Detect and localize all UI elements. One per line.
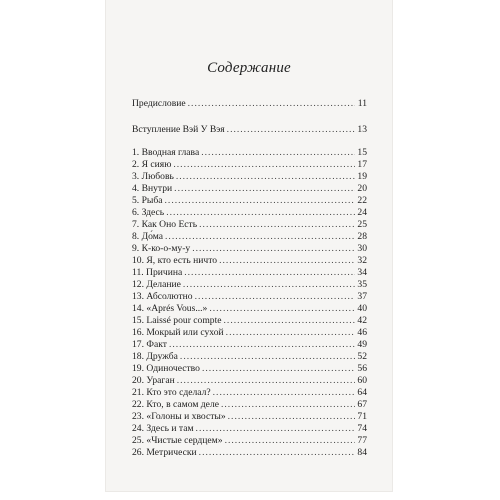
toc-entry — [132, 411, 367, 423]
entry-page: 42 — [357, 315, 367, 326]
toc-entry — [132, 255, 367, 267]
entry-page: 71 — [357, 411, 367, 422]
entry-page: 34 — [357, 267, 367, 278]
entry-page: 30 — [357, 243, 367, 254]
entry-title: 9. К-ко-о-му-у — [132, 243, 191, 254]
dot-leader — [165, 231, 355, 243]
entry-page: 37 — [357, 291, 367, 302]
entry-title: Предисловие — [132, 98, 186, 109]
toc-entry — [132, 363, 367, 375]
dot-leader — [184, 267, 355, 279]
entry-page: 32 — [357, 255, 367, 266]
dot-leader — [225, 435, 355, 447]
entry-title: 12. Делание — [132, 279, 181, 290]
toc-entry — [132, 399, 367, 411]
entry-title: 11. Причина — [132, 267, 183, 278]
entry-title: 25. «Чистые сердцем» — [132, 435, 223, 446]
entry-page: 17 — [357, 159, 367, 170]
toc-entry — [132, 171, 367, 183]
entry-title: 17. Факт — [132, 339, 167, 350]
entry-title: 21. Кто это сделал? — [132, 387, 211, 398]
dot-leader — [202, 363, 355, 375]
entry-page: 64 — [357, 387, 367, 398]
dot-leader — [188, 98, 355, 110]
entry-title: 4. Внутри — [132, 183, 173, 194]
dot-leader — [195, 291, 355, 303]
entry-title: 19. Одиночество — [132, 363, 200, 374]
toc-entry — [132, 435, 367, 447]
entry-page: 60 — [357, 375, 367, 386]
toc-entry — [132, 207, 367, 219]
dot-leader — [176, 171, 355, 183]
entry-page: 11 — [357, 98, 367, 109]
toc-entry — [132, 195, 367, 207]
contents-title: Содержание — [207, 60, 291, 76]
entry-title: 20. Ураган — [132, 375, 175, 386]
toc-entry — [132, 351, 367, 363]
dot-leader — [169, 339, 355, 351]
entry-page: 19 — [357, 171, 367, 182]
toc-entry — [132, 291, 367, 303]
book-page — [106, 0, 392, 491]
entry-page: 20 — [357, 183, 367, 194]
dot-leader — [165, 195, 355, 207]
dot-leader — [177, 375, 355, 387]
entry-page: 24 — [357, 207, 367, 218]
toc-entry — [132, 387, 367, 399]
entry-title: 1. Вводная глава — [132, 147, 200, 158]
entry-page: 15 — [357, 147, 367, 158]
entry-page: 49 — [357, 339, 367, 350]
toc-entry — [132, 339, 367, 351]
entry-page: 77 — [357, 435, 367, 446]
entry-title: 7. Как Оно Есть — [132, 219, 198, 230]
dot-leader — [209, 303, 355, 315]
entry-title: 2. Я сияю — [132, 159, 172, 170]
entry-title: 26. Метрически — [132, 447, 197, 458]
toc-entry — [132, 267, 367, 279]
toc-entry — [132, 315, 367, 327]
dot-leader — [199, 219, 355, 231]
entry-title: 10. Я, кто есть ничто — [132, 255, 218, 266]
dot-leader — [174, 183, 355, 195]
toc-entry — [132, 231, 367, 243]
dot-leader — [228, 411, 355, 423]
entry-title: 24. Здесь и там — [132, 423, 194, 434]
entry-page: 84 — [357, 447, 367, 458]
toc-entry — [132, 147, 367, 159]
toc-entry — [132, 375, 367, 387]
entry-page: 40 — [357, 303, 367, 314]
dot-leader — [192, 243, 355, 255]
entry-page: 35 — [357, 279, 367, 290]
entry-title: 23. «Голоны и хвосты» — [132, 411, 226, 422]
entry-title: 18. Дружба — [132, 351, 178, 362]
dot-leader — [199, 447, 355, 459]
dot-leader — [227, 124, 355, 136]
entry-title: 3. Любовь — [132, 171, 174, 182]
entry-page: 52 — [357, 351, 367, 362]
toc-entry — [132, 279, 367, 291]
entry-page: 56 — [357, 363, 367, 374]
toc-entry — [132, 159, 367, 171]
dot-leader — [166, 207, 355, 219]
entry-title: 22. Кто, в самом деле — [132, 399, 219, 410]
toc-entry — [132, 183, 367, 195]
entry-title: 5. Рыба — [132, 195, 163, 206]
toc-entry — [132, 447, 367, 459]
dot-leader — [196, 423, 355, 435]
toc-entry — [132, 423, 367, 435]
entry-title: 8. До́ма — [132, 231, 164, 242]
dot-leader — [183, 279, 355, 291]
entry-title: 15. Laissé pour compte — [132, 315, 222, 326]
toc-entry — [132, 327, 367, 339]
dot-leader — [221, 399, 355, 411]
toc-entry — [132, 124, 367, 136]
entry-title: 16. Мокрый или сухой — [132, 327, 224, 338]
entry-title: Вступление Вэй У Вэя — [132, 124, 225, 135]
entry-page: 28 — [357, 231, 367, 242]
dot-leader — [180, 351, 355, 363]
entry-title: 14. «Aprés Vous...» — [132, 303, 208, 314]
dot-leader — [173, 159, 355, 171]
entry-page: 74 — [357, 423, 367, 434]
entry-page: 25 — [357, 219, 367, 230]
dot-leader — [226, 327, 355, 339]
toc-entry — [132, 303, 367, 315]
toc-entry — [132, 243, 367, 255]
toc-entry — [132, 98, 367, 110]
dot-leader — [201, 147, 355, 159]
entry-title: 6. Здесь — [132, 207, 165, 218]
dot-leader — [224, 315, 355, 327]
entry-page: 67 — [357, 399, 367, 410]
dot-leader — [219, 255, 355, 267]
entry-page: 46 — [357, 327, 367, 338]
toc-entry — [132, 219, 367, 231]
entry-title: 13. Абсолютно — [132, 291, 193, 302]
entry-page: 22 — [357, 195, 367, 206]
dot-leader — [213, 387, 355, 399]
entry-page: 13 — [357, 124, 367, 135]
